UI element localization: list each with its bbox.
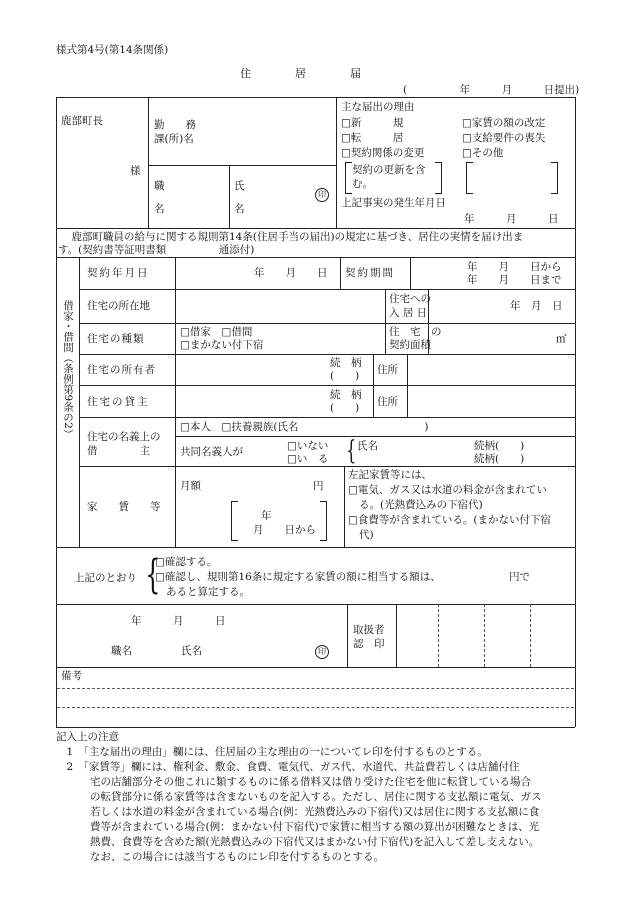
nominee-label-1: 住宅の名義上の (87, 431, 161, 443)
rent-label: 家 賃 等 (87, 501, 161, 513)
area-label-1: 住 宅 の (389, 326, 442, 338)
note-2-line-7: なお、この場合には該当するものにレ印を付するものとする。 (90, 851, 384, 863)
note-1: 1 「主な届出の理由」欄には、住居届の主な理由の一についてレ印を付するものとする。 (56, 746, 488, 758)
house-type-option-1[interactable]: □借家 □借間 (180, 326, 253, 338)
reason-option-loss[interactable]: □支給要件の喪失 (462, 132, 546, 144)
reason-option-contract-change[interactable]: □契約関係の変更 (341, 147, 425, 159)
note-2-line-4: 若しくは水道の料金が含まれている場合(例：光熱費込みの下宿代)又は居住に関する支払額に食 (90, 806, 540, 818)
monthly-label: 月額 (180, 480, 201, 492)
note-2-line-6: 熱費、食費等を含めた額(光熱費込みの下宿代又はまかない付下宿代)を記入して差し支えない。 (90, 836, 540, 848)
lender-relation-label: 続 柄 (330, 389, 362, 401)
addressee-sama: 様 (130, 165, 141, 177)
renewal-note-2: む。 (352, 178, 373, 190)
occurrence-date: 年 月 日 (464, 213, 559, 225)
remarks-label: 備考 (61, 670, 82, 682)
confirm-option-1[interactable]: □確認する。 (155, 556, 218, 568)
confirm-option-2[interactable]: □確認し、規則第16条に規定する家賃の額に相当する額は、 円で (155, 571, 531, 583)
confirm-option-2-cont: あると算定する。 (166, 586, 250, 598)
rent-since-date: 月 日から (253, 524, 316, 536)
reason-option-other[interactable]: □その他 (462, 147, 504, 159)
moved-in-label-1: 住宅への (389, 293, 431, 305)
co-nominee-relation-1: 続柄( ) (474, 440, 525, 452)
dept-label-2: 課(所)名 (154, 133, 194, 145)
co-nominee-name-label: 氏名 (357, 440, 378, 452)
contract-period-from: 年 月 日から (467, 261, 562, 273)
name-label-1: 氏 (234, 180, 245, 192)
occurrence-label: 上記事実の発生年月日 (341, 197, 446, 209)
lender-label: 住宅の貸主 (87, 396, 150, 408)
reason-option-rent-revision[interactable]: □家賃の額の改定 (462, 117, 546, 129)
reason-option-new[interactable]: □新 規 (341, 117, 404, 129)
name-label-2: 名 (234, 203, 245, 215)
house-type-option-2[interactable]: □まかない付下宿 (180, 339, 264, 351)
section-label-rental: 借家・借間（条例第9条の2） (62, 300, 74, 440)
reason-option-move[interactable]: □転 居 (341, 132, 404, 144)
rent-note-5: 代) (359, 529, 374, 541)
contract-date-label: 契約年月日 (87, 267, 150, 279)
rent-note-meals[interactable]: □食費等が含まれている。(まかない付下宿 (348, 514, 552, 526)
moved-in-label-2: 入 居 日 (389, 307, 428, 319)
owner-relation-label: 続 柄 (330, 357, 362, 369)
statement-line-1: 鹿部町職員の給与に関する規則第14条(住居手当の届出)の規定に基づき、居住の実情を届け出ま (61, 231, 524, 243)
job-title-label-2: 名 (154, 203, 165, 215)
confirm-title-label: 職名 (111, 645, 132, 657)
nominee-options[interactable]: □本人 □扶養親族(氏名 ) (180, 421, 429, 433)
statement-line-2: す。(契約書等証明書類 通添付) (58, 244, 255, 256)
rent-since-year: 年 (261, 510, 272, 522)
note-2-line-3: の転貸部分に係る家賃等は含まないものを記入する。ただし、居住に関する支払額に電気、ガス (90, 791, 542, 803)
rent-note-1: 左記家賃等には、 (348, 469, 432, 481)
handler-label-2: 認 印 (353, 638, 385, 650)
contract-date-value: 年 月 日 (254, 267, 328, 279)
co-nominee-label: 共同名義人が (180, 446, 243, 458)
handler-label-1: 取扱者 (353, 624, 385, 636)
owner-relation-value: ( ) (330, 370, 360, 382)
rent-note-3: る。(光熱費込みの下宿代) (359, 499, 483, 511)
form-number: 様式第4号(第14条関係) (56, 44, 169, 56)
reason-heading: 主な届出の理由 (341, 101, 415, 113)
contract-period-to: 年 月 日まで (467, 274, 562, 286)
addressee-office: 鹿部町長 (61, 115, 103, 127)
area-unit: ㎡ (556, 333, 567, 345)
nominee-label-2: 借 主 (87, 445, 150, 457)
co-nominee-relation-2: 続柄( ) (474, 453, 525, 465)
applicant-seal-mark: 印 (315, 188, 329, 202)
lender-relation-value: ( ) (330, 402, 360, 414)
job-title-label-1: 職 (154, 180, 165, 192)
confirm-date: 年 月 日 (131, 615, 226, 627)
confirm-lead: 上記のとおり (74, 572, 137, 584)
submit-date: ( 年 月 日提出) (403, 84, 580, 96)
location-label: 住宅の所在地 (87, 300, 150, 312)
monthly-yen: 円 (313, 480, 324, 492)
owner-address-label: 住所 (377, 364, 398, 376)
dept-label-1: 勤 務 (154, 119, 196, 131)
co-nominee-none[interactable]: □いない (287, 440, 329, 452)
note-2-line-2: 宅の店舗部分その他これに類するものに係る借料又は借り受けた住宅を他に転貸している場合 (90, 776, 531, 788)
contract-period-label: 契約期間 (345, 267, 395, 279)
rent-note-utilities[interactable]: □電気、ガス又は水道の料金が含まれてい (348, 484, 547, 496)
moved-in-date: 年 月 日 (510, 300, 563, 312)
house-type-label: 住宅の種類 (87, 333, 145, 345)
area-label-2: 契約面積 (389, 339, 431, 351)
co-nominee-yes[interactable]: □い る (287, 453, 329, 465)
form-title: 住 居 届 (240, 67, 361, 80)
confirm-seal-mark: 印 (315, 645, 329, 659)
note-2-line-5: 費等が含まれている場合(例：まかない付下宿代)で家賃に相当する額の算出が困難なときは、光 (90, 821, 540, 833)
lender-address-label: 住所 (377, 396, 398, 408)
renewal-note-1: 契約の更新を含 (352, 164, 426, 176)
note-2-line-1: 2 「家賃等」欄には、権利金、敷金、食費、電気代、ガス代、水道代、共益費若しくは店舗付住 (56, 761, 520, 773)
confirm-name-label: 氏名 (181, 645, 202, 657)
notes-heading: 記入上の注意 (56, 731, 119, 743)
owner-label: 住宅の所有者 (87, 364, 156, 376)
